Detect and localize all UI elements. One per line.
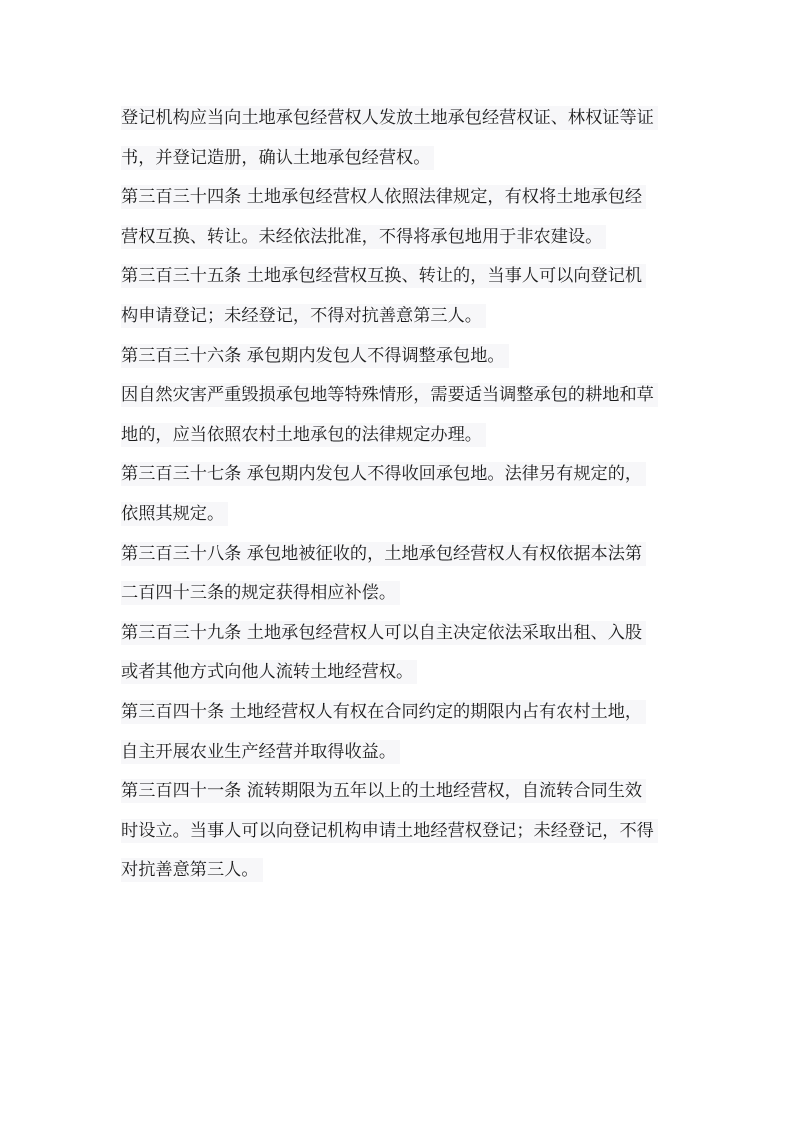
text-line	[121, 179, 681, 219]
text-line-content: 对抗善意第三人。	[121, 858, 263, 882]
text-line	[121, 377, 681, 417]
text-line	[121, 852, 681, 892]
text-line-content: 第三百三十九条 土地承包经营权人可以自主决定依法采取出租、入股	[121, 621, 646, 645]
text-line-content: 第三百三十五条 土地承包经营权互换、转让的，当事人可以向登记机	[121, 264, 646, 288]
text-line	[121, 615, 681, 655]
text-line-content: 书，并登记造册，确认土地承包经营权。	[121, 146, 434, 170]
text-line-content: 第三百三十六条 承包期内发包人不得调整承包地。	[121, 344, 509, 368]
text-line	[121, 100, 681, 140]
text-line-content: 登记机构应当向土地承包经营权人发放土地承包经营权证、林权证等证	[121, 106, 658, 130]
text-line	[121, 417, 681, 457]
text-line	[121, 694, 681, 734]
text-line-content: 或者其他方式向他人流转土地经营权。	[121, 660, 417, 684]
text-line-content: 构申请登记；未经登记，不得对抗善意第三人。	[121, 304, 486, 328]
text-line-content: 时设立。当事人可以向登记机构申请土地经营权登记；未经登记，不得	[121, 819, 658, 843]
text-line-content: 因自然灾害严重毁损承包地等特殊情形，需要适当调整承包的耕地和草	[121, 383, 658, 407]
text-line	[121, 338, 681, 378]
text-line	[121, 536, 681, 576]
text-line	[121, 140, 681, 180]
text-line	[121, 654, 681, 694]
text-line-content: 第三百四十条 土地经营权人有权在合同约定的期限内占有农村土地，	[121, 700, 646, 724]
document-body	[121, 100, 681, 892]
text-line	[121, 456, 681, 496]
text-line-content: 地的，应当依照农村土地承包的法律规定办理。	[121, 423, 486, 447]
text-line-content: 二百四十三条的规定获得相应补偿。	[121, 581, 400, 605]
text-line	[121, 298, 681, 338]
text-line-content: 第三百三十四条 土地承包经营权人依照法律规定，有权将土地承包经	[121, 185, 646, 209]
text-line	[121, 813, 681, 853]
text-line-content: 第三百四十一条 流转期限为五年以上的土地经营权，自流转合同生效	[121, 779, 646, 803]
text-line-content: 第三百三十八条 承包地被征收的，土地承包经营权人有权依据本法第	[121, 542, 646, 566]
text-line	[121, 496, 681, 536]
text-line-content: 营权互换、转让。未经依法批准，不得将承包地用于非农建设。	[121, 225, 606, 249]
text-line	[121, 258, 681, 298]
text-line-content: 自主开展农业生产经营并取得收益。	[121, 740, 400, 764]
text-line	[121, 773, 681, 813]
text-line-content: 依照其规定。	[121, 502, 228, 526]
text-line	[121, 219, 681, 259]
text-line-content: 第三百三十七条 承包期内发包人不得收回承包地。法律另有规定的，	[121, 462, 646, 486]
text-line	[121, 734, 681, 774]
text-line	[121, 575, 681, 615]
